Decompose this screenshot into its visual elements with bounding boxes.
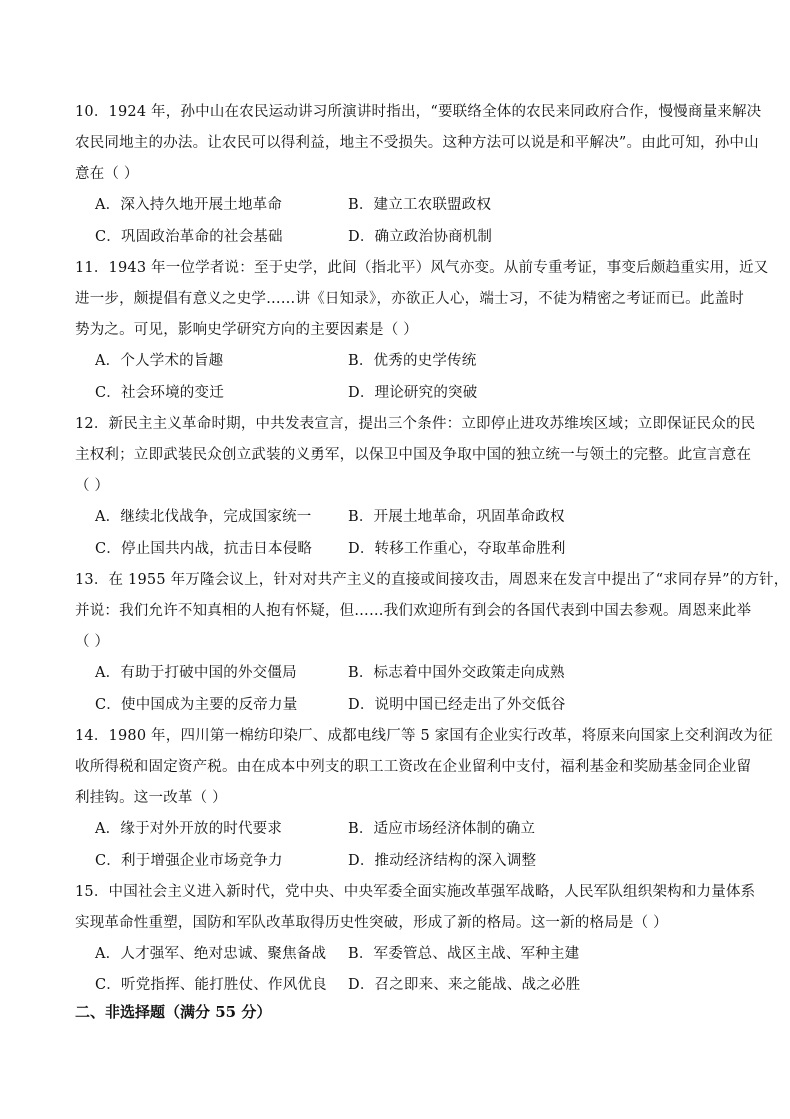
q13-option-d: D．说明中国已经走出了外交低谷 [348, 697, 566, 713]
q14-line-1: 14．1980 年，四川第一棉纺印染厂、成都电线厂等 5 家国有企业实行改革，将原来向国家上交利润改为征 [75, 728, 773, 744]
q11-option-c: C．社会环境的变迁 [95, 385, 224, 401]
q14-option-c: C．利于增强企业市场竞争力 [95, 853, 283, 869]
q15-option-a: A．人才强军、绝对忠诚、聚焦备战 [95, 946, 327, 962]
q12-line-3: （ ） [75, 478, 110, 494]
q11-line-2: 进一步，颇提倡有意义之史学……讲《日知录》，亦欲正人心，端士习，不徒为精密之考证而已。此盖时 [75, 291, 744, 307]
q11-option-d: D．理论研究的突破 [348, 385, 478, 401]
q10-option-c: C．巩固政治革命的社会基础 [95, 229, 283, 245]
q11-option-b: B．优秀的史学传统 [348, 353, 477, 369]
q12-line-2: 主权利；立即武装民众创立武装的义勇军，以保卫中国及争取中国的独立统一与领土的完整。此宣言意在 [75, 447, 752, 463]
q14-line-2: 收所得税和固定资产税。由在成本中列支的职工工资改在企业留利中支付，福利基金和奖励基金同企业留 [75, 759, 752, 775]
q10-line-2: 农民同地主的办法。让农民可以得利益，地主不受损失。这种方法可以说是和平解决”。由此可知，孙中山 [75, 135, 759, 151]
q12-option-b: B．开展土地革命，巩固革命政权 [348, 509, 565, 525]
q13-line-1: 13．在 1955 年万隆会议上，针对对共产主义的直接或间接攻击，周恩来在发言中提出了“求同存异”的方针， [75, 572, 789, 588]
q12-option-a: A．继续北伐战争，完成国家统一 [95, 509, 312, 525]
q14-option-a: A．缘于对外开放的时代要求 [95, 821, 283, 837]
q13-option-b: B．标志着中国外交政策走向成熟 [348, 665, 565, 681]
q13-line-3: （ ） [75, 634, 110, 650]
q11-line-3: 势为之。可见，影响史学研究方向的主要因素是（ ） [75, 322, 418, 338]
q13-option-c: C．使中国成为主要的反帝力量 [95, 697, 298, 713]
q15-line-2: 实现革命性重塑，国防和军队改革取得历史性突破，形成了新的格局。这一新的格局是（ ） [75, 915, 668, 931]
q11-line-1: 11．1943 年一位学者说：至于史学，此间（指北平）风气亦变。从前专重考证，事变后颇趋重实用，近又 [75, 260, 769, 276]
q12-option-c: C．停止国共内战，抗击日本侵略 [95, 541, 313, 557]
q12-option-d: D．转移工作重心，夺取革命胜利 [348, 541, 566, 557]
q15-option-b: B．军委管总、战区主战、军种主建 [348, 946, 580, 962]
q13-option-a: A．有助于打破中国的外交僵局 [95, 665, 297, 681]
q10-option-a: A．深入持久地开展土地革命 [95, 197, 283, 213]
q14-option-b: B．适应市场经济体制的确立 [348, 821, 536, 837]
q12-line-1: 12．新民主主义革命时期，中共发表宣言，提出三个条件：立即停止进攻苏维埃区域；立即保证民众的民 [75, 416, 756, 432]
q10-option-b: B．建立工农联盟政权 [348, 197, 492, 213]
q15-option-c: C．听党指挥、能打胜仗、作风优良 [95, 977, 327, 993]
q11-option-a: A．个人学术的旨趣 [95, 353, 224, 369]
q14-option-d: D．推动经济结构的深入调整 [348, 853, 537, 869]
q10-line-3: 意在（ ） [75, 166, 139, 182]
q15-line-1: 15．中国社会主义进入新时代，党中央、中央军委全面实施改革强军战略，人民军队组织架构和力量体系 [75, 884, 756, 900]
q13-line-2: 并说：我们允许不知真相的人抱有怀疑，但……我们欢迎所有到会的各国代表到中国去参观。周恩来此举 [75, 603, 752, 619]
q10-line-1: 10．1924 年，孙中山在农民运动讲习所演讲时指出，“要联络全体的农民来同政府合作，慢慢商量来解决 [75, 104, 762, 120]
q10-option-d: D．确立政治协商机制 [348, 229, 493, 245]
section-heading: 二、非选择题（满分 55 分） [75, 1003, 272, 1021]
q14-line-3: 利挂钩。这一改革（ ） [75, 790, 227, 806]
q15-option-d: D．召之即来、来之能战、战之必胜 [348, 977, 581, 993]
